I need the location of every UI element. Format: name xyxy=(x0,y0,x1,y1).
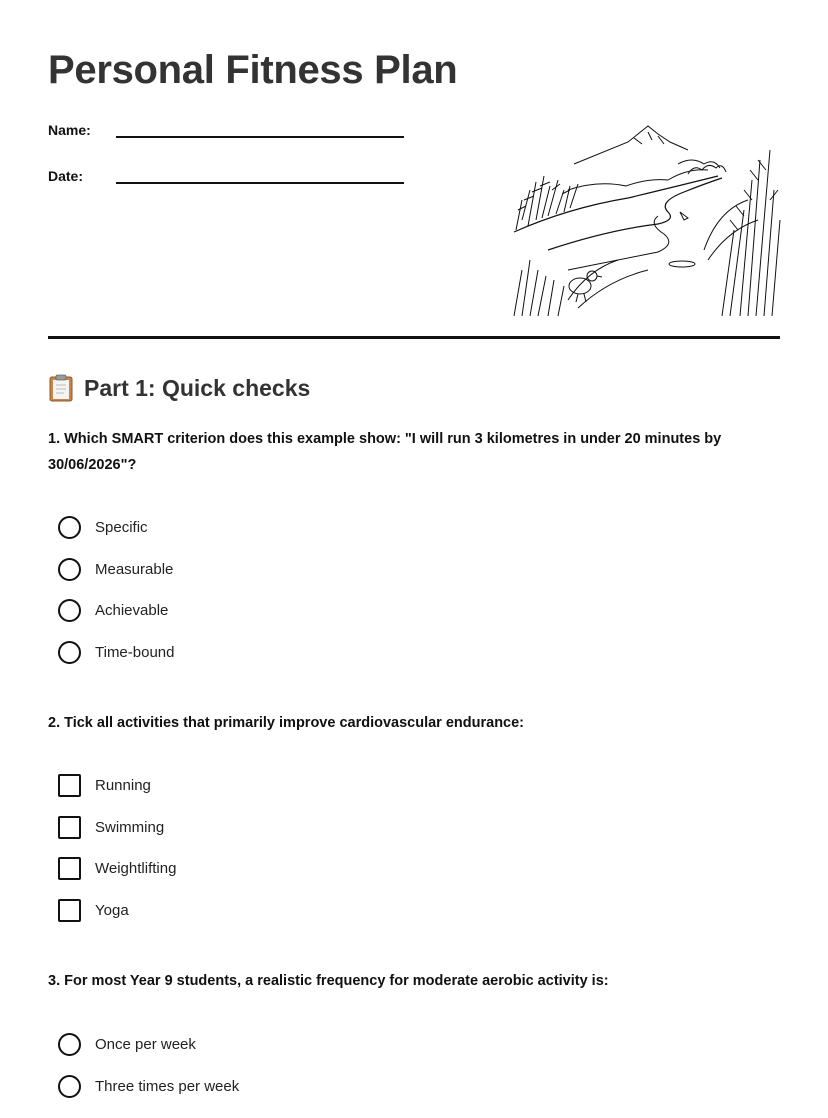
section-divider xyxy=(48,336,780,339)
radio-button[interactable] xyxy=(58,599,81,622)
option-achievable[interactable] xyxy=(58,590,174,632)
option-label: Time-bound xyxy=(95,643,175,661)
radio-button[interactable] xyxy=(58,1075,81,1098)
clipboard-icon xyxy=(48,374,74,402)
option-swimming[interactable] xyxy=(58,807,176,849)
question-2-options xyxy=(58,765,176,931)
name-line[interactable] xyxy=(116,116,404,138)
checkbox[interactable] xyxy=(58,857,81,880)
radio-button[interactable] xyxy=(58,641,81,664)
question-1: 1. Which SMART criterion does this example show: "I will run 3 kilometres in under 20 minutes by 30/06/2026"? xyxy=(48,431,722,473)
option-measurable[interactable] xyxy=(58,549,174,591)
radio-button[interactable] xyxy=(58,516,81,539)
option-label: Yoga xyxy=(95,901,129,919)
name-field xyxy=(48,116,404,138)
option-specific[interactable] xyxy=(58,507,174,549)
radio-button[interactable] xyxy=(58,558,81,581)
checkbox[interactable] xyxy=(58,899,81,922)
date-line[interactable] xyxy=(116,162,404,184)
option-label: Running xyxy=(95,777,151,795)
option-label: Once per week xyxy=(95,1036,196,1054)
option-label: Weightlifting xyxy=(95,860,177,878)
option-running[interactable] xyxy=(58,765,176,807)
part1-heading xyxy=(48,374,310,402)
option-label: Three times per week xyxy=(95,1077,240,1095)
checkbox[interactable] xyxy=(58,774,81,797)
option-label: Specific xyxy=(95,519,148,537)
option-label: Measurable xyxy=(95,560,174,578)
date-field xyxy=(48,162,404,184)
option-once-per-week[interactable] xyxy=(58,1024,239,1066)
question-3: 3. For most Year 9 students, a realistic frequency for moderate aerobic activity is: xyxy=(48,973,609,989)
option-yoga[interactable] xyxy=(58,890,176,932)
part1-title: Part 1: Quick checks xyxy=(84,374,311,401)
radio-button[interactable] xyxy=(58,1033,81,1056)
name-label: Name: xyxy=(48,122,91,138)
question-1-options xyxy=(58,507,174,673)
option-weightlifting[interactable] xyxy=(58,848,176,890)
checkbox[interactable] xyxy=(58,816,81,839)
question-2: 2. Tick all activities that primarily improve cardiovascular endurance: xyxy=(48,715,525,731)
page-title: Personal Fitness Plan xyxy=(48,48,458,92)
option-label: Swimming xyxy=(95,818,165,836)
option-label: Achievable xyxy=(95,602,169,620)
landscape-illustration xyxy=(508,120,782,316)
question-3-options xyxy=(58,1024,239,1107)
option-time-bound[interactable] xyxy=(58,632,174,674)
option-three-times-per-week[interactable] xyxy=(58,1066,239,1108)
date-label: Date: xyxy=(48,168,84,184)
